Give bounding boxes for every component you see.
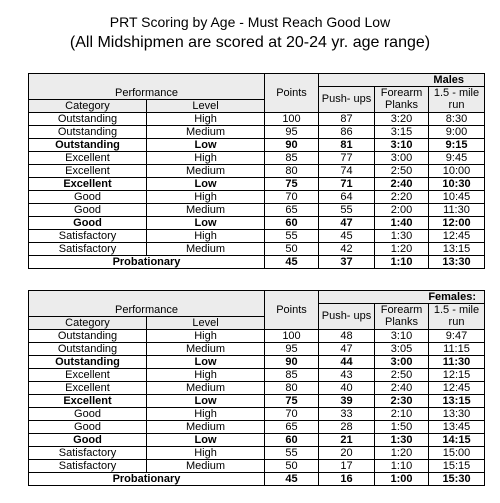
level-cell: Medium xyxy=(147,203,265,216)
plank-cell: 3:10 xyxy=(375,329,429,342)
plank-cell: 1:20 xyxy=(375,242,429,255)
table-row xyxy=(29,164,485,177)
plank-cell: 2:10 xyxy=(375,407,429,420)
plank-cell: 1:10 xyxy=(375,459,429,472)
category-cell: Satisfactory xyxy=(29,242,147,255)
points-header: Points xyxy=(265,74,319,113)
category-cell: Excellent xyxy=(29,368,147,381)
pushups-header: Push- ups xyxy=(319,87,375,113)
table-header-row xyxy=(29,304,485,317)
run-cell: 15:30 xyxy=(429,472,485,485)
pushups-cell: 81 xyxy=(319,138,375,151)
level-cell: Medium xyxy=(147,164,265,177)
category-cell: Excellent xyxy=(29,164,147,177)
pushups-cell: 28 xyxy=(319,420,375,433)
run-cell: 9:45 xyxy=(429,151,485,164)
category-header: Category xyxy=(29,316,147,329)
pushups-header: Push- ups xyxy=(319,304,375,330)
plank-cell: 2:30 xyxy=(375,394,429,407)
points-cell: 80 xyxy=(265,164,319,177)
pushups-cell: 71 xyxy=(319,177,375,190)
level-cell: Medium xyxy=(147,459,265,472)
run-cell: 13:15 xyxy=(429,394,485,407)
table-row xyxy=(29,342,485,355)
level-cell: High xyxy=(147,190,265,203)
points-header: Points xyxy=(265,291,319,330)
table-row xyxy=(29,433,485,446)
plank-cell: 2:40 xyxy=(375,177,429,190)
pushups-cell: 87 xyxy=(319,112,375,125)
level-cell: High xyxy=(147,112,265,125)
category-cell: Outstanding xyxy=(29,125,147,138)
table-row xyxy=(29,355,485,368)
table-row xyxy=(29,138,485,151)
probationary-label: Probationary xyxy=(29,255,265,268)
table-row xyxy=(29,329,485,342)
table-row xyxy=(29,420,485,433)
run-cell: 13:30 xyxy=(429,407,485,420)
probationary-label: Probationary xyxy=(29,472,265,485)
points-cell: 90 xyxy=(265,138,319,151)
points-cell: 60 xyxy=(265,216,319,229)
gender-header: Females: xyxy=(319,291,485,304)
plank-cell: 1:10 xyxy=(375,255,429,268)
level-cell: High xyxy=(147,151,265,164)
pushups-cell: 33 xyxy=(319,407,375,420)
category-cell: Outstanding xyxy=(29,138,147,151)
pushups-cell: 21 xyxy=(319,433,375,446)
level-cell: Low xyxy=(147,138,265,151)
category-cell: Good xyxy=(29,433,147,446)
table-row xyxy=(29,229,485,242)
category-cell: Excellent xyxy=(29,381,147,394)
category-cell: Excellent xyxy=(29,151,147,164)
pushups-cell: 37 xyxy=(319,255,375,268)
level-cell: High xyxy=(147,368,265,381)
level-cell: High xyxy=(147,229,265,242)
table-row xyxy=(29,151,485,164)
table-row xyxy=(29,407,485,420)
level-cell: Low xyxy=(147,355,265,368)
table-header-row xyxy=(29,74,485,87)
pushups-cell: 42 xyxy=(319,242,375,255)
run-header-line2: run xyxy=(429,316,485,329)
category-cell: Good xyxy=(29,420,147,433)
run-header-line1: 1.5 - mile xyxy=(429,304,485,317)
points-cell: 85 xyxy=(265,151,319,164)
pushups-cell: 48 xyxy=(319,329,375,342)
category-cell: Satisfactory xyxy=(29,459,147,472)
pushups-cell: 43 xyxy=(319,368,375,381)
category-cell: Satisfactory xyxy=(29,446,147,459)
points-cell: 100 xyxy=(265,112,319,125)
table-row xyxy=(29,203,485,216)
plank-cell: 1:30 xyxy=(375,433,429,446)
pushups-cell: 20 xyxy=(319,446,375,459)
run-cell: 12:15 xyxy=(429,368,485,381)
run-cell: 11:30 xyxy=(429,355,485,368)
category-cell: Good xyxy=(29,190,147,203)
pushups-cell: 47 xyxy=(319,342,375,355)
level-header: Level xyxy=(147,99,265,112)
table-row xyxy=(29,394,485,407)
pushups-cell: 40 xyxy=(319,381,375,394)
category-cell: Good xyxy=(29,407,147,420)
run-cell: 10:00 xyxy=(429,164,485,177)
run-header-line2: run xyxy=(429,99,485,112)
category-cell: Outstanding xyxy=(29,355,147,368)
points-cell: 85 xyxy=(265,368,319,381)
points-cell: 55 xyxy=(265,446,319,459)
males-scoring-table xyxy=(28,73,485,269)
performance-header: Performance xyxy=(29,304,265,317)
category-cell: Good xyxy=(29,203,147,216)
run-cell: 12:45 xyxy=(429,229,485,242)
pushups-cell: 55 xyxy=(319,203,375,216)
points-cell: 45 xyxy=(265,255,319,268)
pushups-cell: 77 xyxy=(319,151,375,164)
run-cell: 8:30 xyxy=(429,112,485,125)
category-cell: Excellent xyxy=(29,394,147,407)
level-header: Level xyxy=(147,316,265,329)
category-cell: Outstanding xyxy=(29,329,147,342)
run-cell: 13:30 xyxy=(429,255,485,268)
points-cell: 55 xyxy=(265,229,319,242)
planks-header-line2: Planks xyxy=(375,316,429,329)
run-cell: 12:45 xyxy=(429,381,485,394)
run-cell: 15:00 xyxy=(429,446,485,459)
points-cell: 50 xyxy=(265,242,319,255)
plank-cell: 1:50 xyxy=(375,420,429,433)
table-row xyxy=(29,190,485,203)
pushups-cell: 44 xyxy=(319,355,375,368)
category-header: Category xyxy=(29,99,147,112)
table-row xyxy=(29,177,485,190)
points-cell: 70 xyxy=(265,407,319,420)
run-cell: 9:00 xyxy=(429,125,485,138)
planks-header-line2: Planks xyxy=(375,99,429,112)
females-scoring-table xyxy=(28,290,485,486)
pushups-cell: 39 xyxy=(319,394,375,407)
performance-header-top xyxy=(29,291,265,304)
table-row xyxy=(29,125,485,138)
table-row xyxy=(29,368,485,381)
run-header-line1: 1.5 - mile xyxy=(429,87,485,100)
run-cell: 13:15 xyxy=(429,242,485,255)
level-cell: Medium xyxy=(147,420,265,433)
table-header-row xyxy=(29,316,485,329)
points-cell: 60 xyxy=(265,433,319,446)
points-cell: 80 xyxy=(265,381,319,394)
planks-header-line1: Forearm xyxy=(375,87,429,100)
plank-cell: 3:20 xyxy=(375,112,429,125)
points-cell: 65 xyxy=(265,203,319,216)
points-cell: 90 xyxy=(265,355,319,368)
run-cell: 10:30 xyxy=(429,177,485,190)
performance-header-top xyxy=(29,74,265,87)
points-cell: 95 xyxy=(265,342,319,355)
level-cell: Low xyxy=(147,433,265,446)
run-cell: 13:45 xyxy=(429,420,485,433)
level-cell: Medium xyxy=(147,242,265,255)
level-cell: High xyxy=(147,329,265,342)
run-cell: 9:47 xyxy=(429,329,485,342)
level-cell: Medium xyxy=(147,125,265,138)
level-cell: Low xyxy=(147,177,265,190)
run-cell: 10:45 xyxy=(429,190,485,203)
probationary-row xyxy=(29,472,485,485)
plank-cell: 2:50 xyxy=(375,368,429,381)
level-cell: High xyxy=(147,407,265,420)
table-row xyxy=(29,446,485,459)
plank-cell: 3:15 xyxy=(375,125,429,138)
level-cell: Low xyxy=(147,216,265,229)
level-cell: Low xyxy=(147,394,265,407)
category-cell: Outstanding xyxy=(29,342,147,355)
table-header-row xyxy=(29,99,485,112)
category-cell: Satisfactory xyxy=(29,229,147,242)
points-cell: 65 xyxy=(265,420,319,433)
table-row xyxy=(29,242,485,255)
plank-cell: 1:00 xyxy=(375,472,429,485)
run-cell: 11:30 xyxy=(429,203,485,216)
points-cell: 75 xyxy=(265,394,319,407)
pushups-cell: 47 xyxy=(319,216,375,229)
plank-cell: 2:50 xyxy=(375,164,429,177)
table-row xyxy=(29,112,485,125)
probationary-row xyxy=(29,255,485,268)
pushups-cell: 16 xyxy=(319,472,375,485)
run-cell: 12:00 xyxy=(429,216,485,229)
performance-header: Performance xyxy=(29,87,265,100)
pushups-cell: 74 xyxy=(319,164,375,177)
plank-cell: 1:20 xyxy=(375,446,429,459)
pushups-cell: 64 xyxy=(319,190,375,203)
level-cell: Medium xyxy=(147,342,265,355)
run-cell: 11:15 xyxy=(429,342,485,355)
points-cell: 45 xyxy=(265,472,319,485)
pushups-cell: 86 xyxy=(319,125,375,138)
pushups-cell: 45 xyxy=(319,229,375,242)
points-cell: 75 xyxy=(265,177,319,190)
table-row xyxy=(29,459,485,472)
plank-cell: 2:40 xyxy=(375,381,429,394)
points-cell: 100 xyxy=(265,329,319,342)
gender-header: Males xyxy=(319,74,485,87)
points-cell: 50 xyxy=(265,459,319,472)
level-cell: Medium xyxy=(147,381,265,394)
plank-cell: 3:10 xyxy=(375,138,429,151)
page-title: PRT Scoring by Age - Must Reach Good Low xyxy=(109,14,391,30)
plank-cell: 2:20 xyxy=(375,190,429,203)
plank-cell: 3:00 xyxy=(375,151,429,164)
plank-cell: 2:00 xyxy=(375,203,429,216)
page-subtitle: (All Midshipmen are scored at 20-24 yr. age range) xyxy=(69,34,431,51)
planks-header-line1: Forearm xyxy=(375,304,429,317)
table-header-row xyxy=(29,87,485,100)
category-cell: Excellent xyxy=(29,177,147,190)
plank-cell: 1:40 xyxy=(375,216,429,229)
points-cell: 70 xyxy=(265,190,319,203)
plank-cell: 3:00 xyxy=(375,355,429,368)
table-header-row xyxy=(29,291,485,304)
table-row xyxy=(29,216,485,229)
table-row xyxy=(29,381,485,394)
points-cell: 95 xyxy=(265,125,319,138)
run-cell: 9:15 xyxy=(429,138,485,151)
pushups-cell: 17 xyxy=(319,459,375,472)
category-cell: Good xyxy=(29,216,147,229)
level-cell: High xyxy=(147,446,265,459)
category-cell: Outstanding xyxy=(29,112,147,125)
plank-cell: 3:05 xyxy=(375,342,429,355)
plank-cell: 1:30 xyxy=(375,229,429,242)
run-cell: 15:15 xyxy=(429,459,485,472)
run-cell: 14:15 xyxy=(429,433,485,446)
